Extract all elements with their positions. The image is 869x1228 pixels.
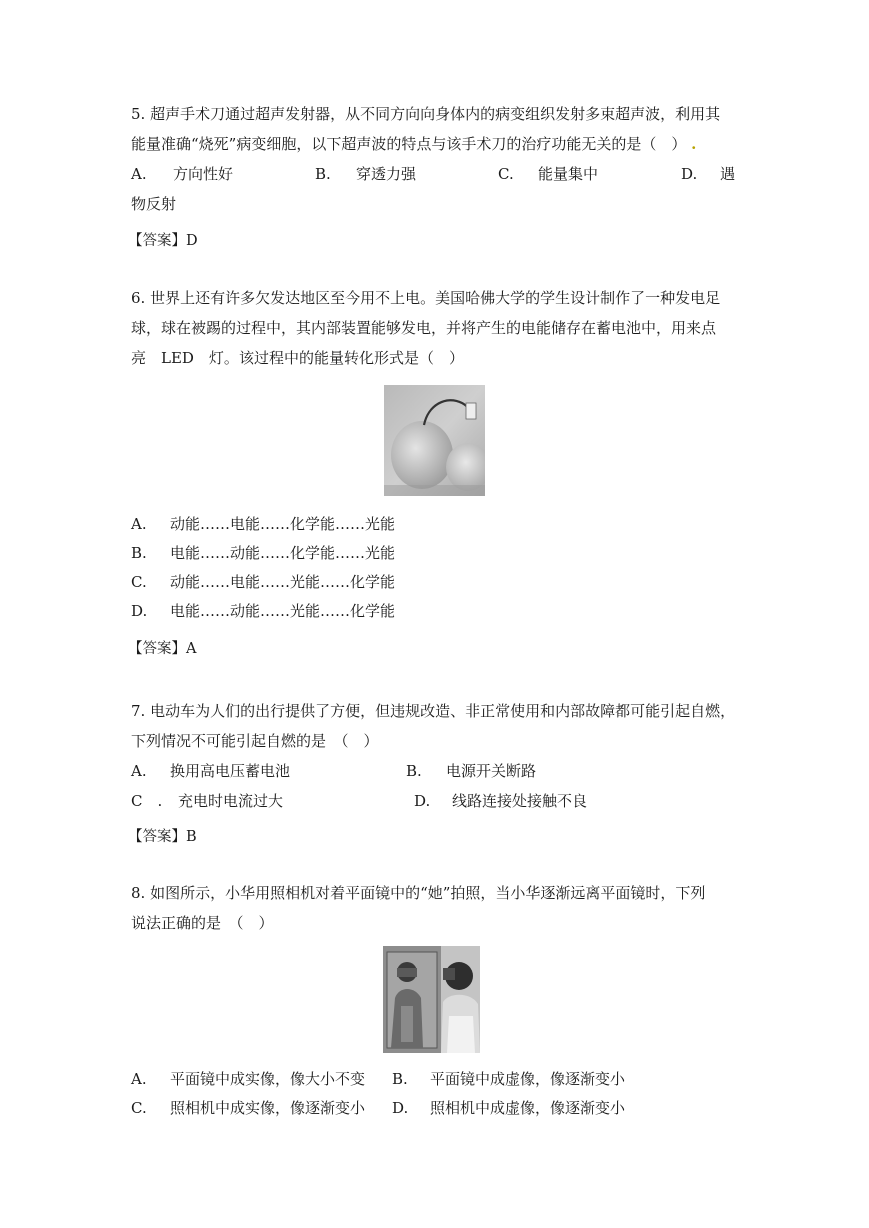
q5-stem-line1: 5. 超声手术刀通过超声发射器，从不同方向向身体内的病变组织发射多束超声波，利用其 — [131, 105, 721, 123]
q6-option-d: 电能……动能……光能……化学能 — [170, 602, 396, 620]
q6-option-b-letter: B. — [131, 544, 147, 562]
q7-stem-line1: 7. 电动车为人们的出行提供了方便，但违规改造、非正常使用和内部故障都可能引起自燃， — [131, 702, 736, 720]
q5-option-c: 能量集中 — [538, 165, 599, 183]
q7-option-d-letter: D. — [414, 792, 431, 810]
q7-option-b: 电源开关断路 — [446, 762, 537, 780]
q6-answer: 【答案】A — [128, 641, 197, 657]
q7-option-a-letter: A. — [131, 762, 147, 780]
q8-option-c: 照相机中成实像，像逐渐变小 — [170, 1099, 366, 1117]
q5-option-d-letter: D. — [681, 165, 698, 183]
q8-option-a-letter: A. — [131, 1070, 147, 1088]
q8-option-d: 照相机中成虚像，像逐渐变小 — [430, 1099, 626, 1117]
q7-answer: 【答案】B — [128, 829, 197, 845]
q5-option-a-letter: A. — [131, 165, 147, 183]
q6-option-c-letter: C. — [131, 573, 147, 591]
q6-stem-line2: 球，球在被踢的过程中，其内部装置能够发电，并将产生的电能储存在蓄电池中，用来点 — [131, 319, 717, 337]
q6-option-a: 动能……电能……化学能……光能 — [170, 515, 396, 533]
q6-option-d-letter: D. — [131, 602, 148, 620]
q5-option-c-letter: C. — [498, 165, 514, 183]
mirror-camera-photo — [383, 946, 480, 1053]
q5-option-b: 穿透力强 — [356, 165, 417, 183]
q7-option-d: 线路连接处接触不良 — [452, 792, 588, 810]
q8-option-d-letter: D. — [392, 1099, 409, 1117]
q5-mark: . — [691, 135, 697, 153]
q6-option-b: 电能……动能……化学能……光能 — [170, 544, 396, 562]
football-generator-photo — [384, 385, 485, 496]
q6-stem-line1: 6. 世界上还有许多欠发达地区至今用不上电。美国哈佛大学的学生设计制作了一种发电足 — [131, 289, 721, 307]
q7-option-c-letter: C . — [131, 792, 163, 810]
q6-stem-line3: 亮 LED 灯。该过程中的能量转化形式是（ ） — [131, 349, 464, 367]
q5-option-d-continued: 物反射 — [131, 195, 177, 213]
q7-stem-line2: 下列情况不可能引起自燃的是 （ ） — [131, 732, 379, 750]
q5-stem-line2: 能量准确“烧死”病变细胞，以下超声波的特点与该手术刀的治疗功能无关的是（ ） . — [131, 135, 697, 153]
q5-option-d: 遇 — [720, 165, 736, 183]
q6-option-c: 动能……电能……光能……化学能 — [170, 573, 396, 591]
q8-option-b-letter: B. — [392, 1070, 408, 1088]
q8-option-a: 平面镜中成实像，像大小不变 — [170, 1070, 366, 1088]
q6-option-a-letter: A. — [131, 515, 147, 533]
q5-option-b-letter: B. — [315, 165, 331, 183]
q8-stem-line2: 说法正确的是 （ ） — [131, 914, 274, 932]
q7-option-a: 换用高电压蓄电池 — [170, 762, 291, 780]
q8-option-c-letter: C. — [131, 1099, 147, 1117]
q5-answer: 【答案】D — [128, 233, 198, 249]
q8-option-b: 平面镜中成虚像，像逐渐变小 — [430, 1070, 626, 1088]
q8-stem-line1: 8. 如图所示，小华用照相机对着平面镜中的“她”拍照，当小华逐渐远离平面镜时，下列 — [131, 884, 706, 902]
q7-option-b-letter: B. — [406, 762, 422, 780]
q7-option-c: 充电时电流过大 — [178, 792, 284, 810]
q5-option-a: 方向性好 — [173, 165, 234, 183]
